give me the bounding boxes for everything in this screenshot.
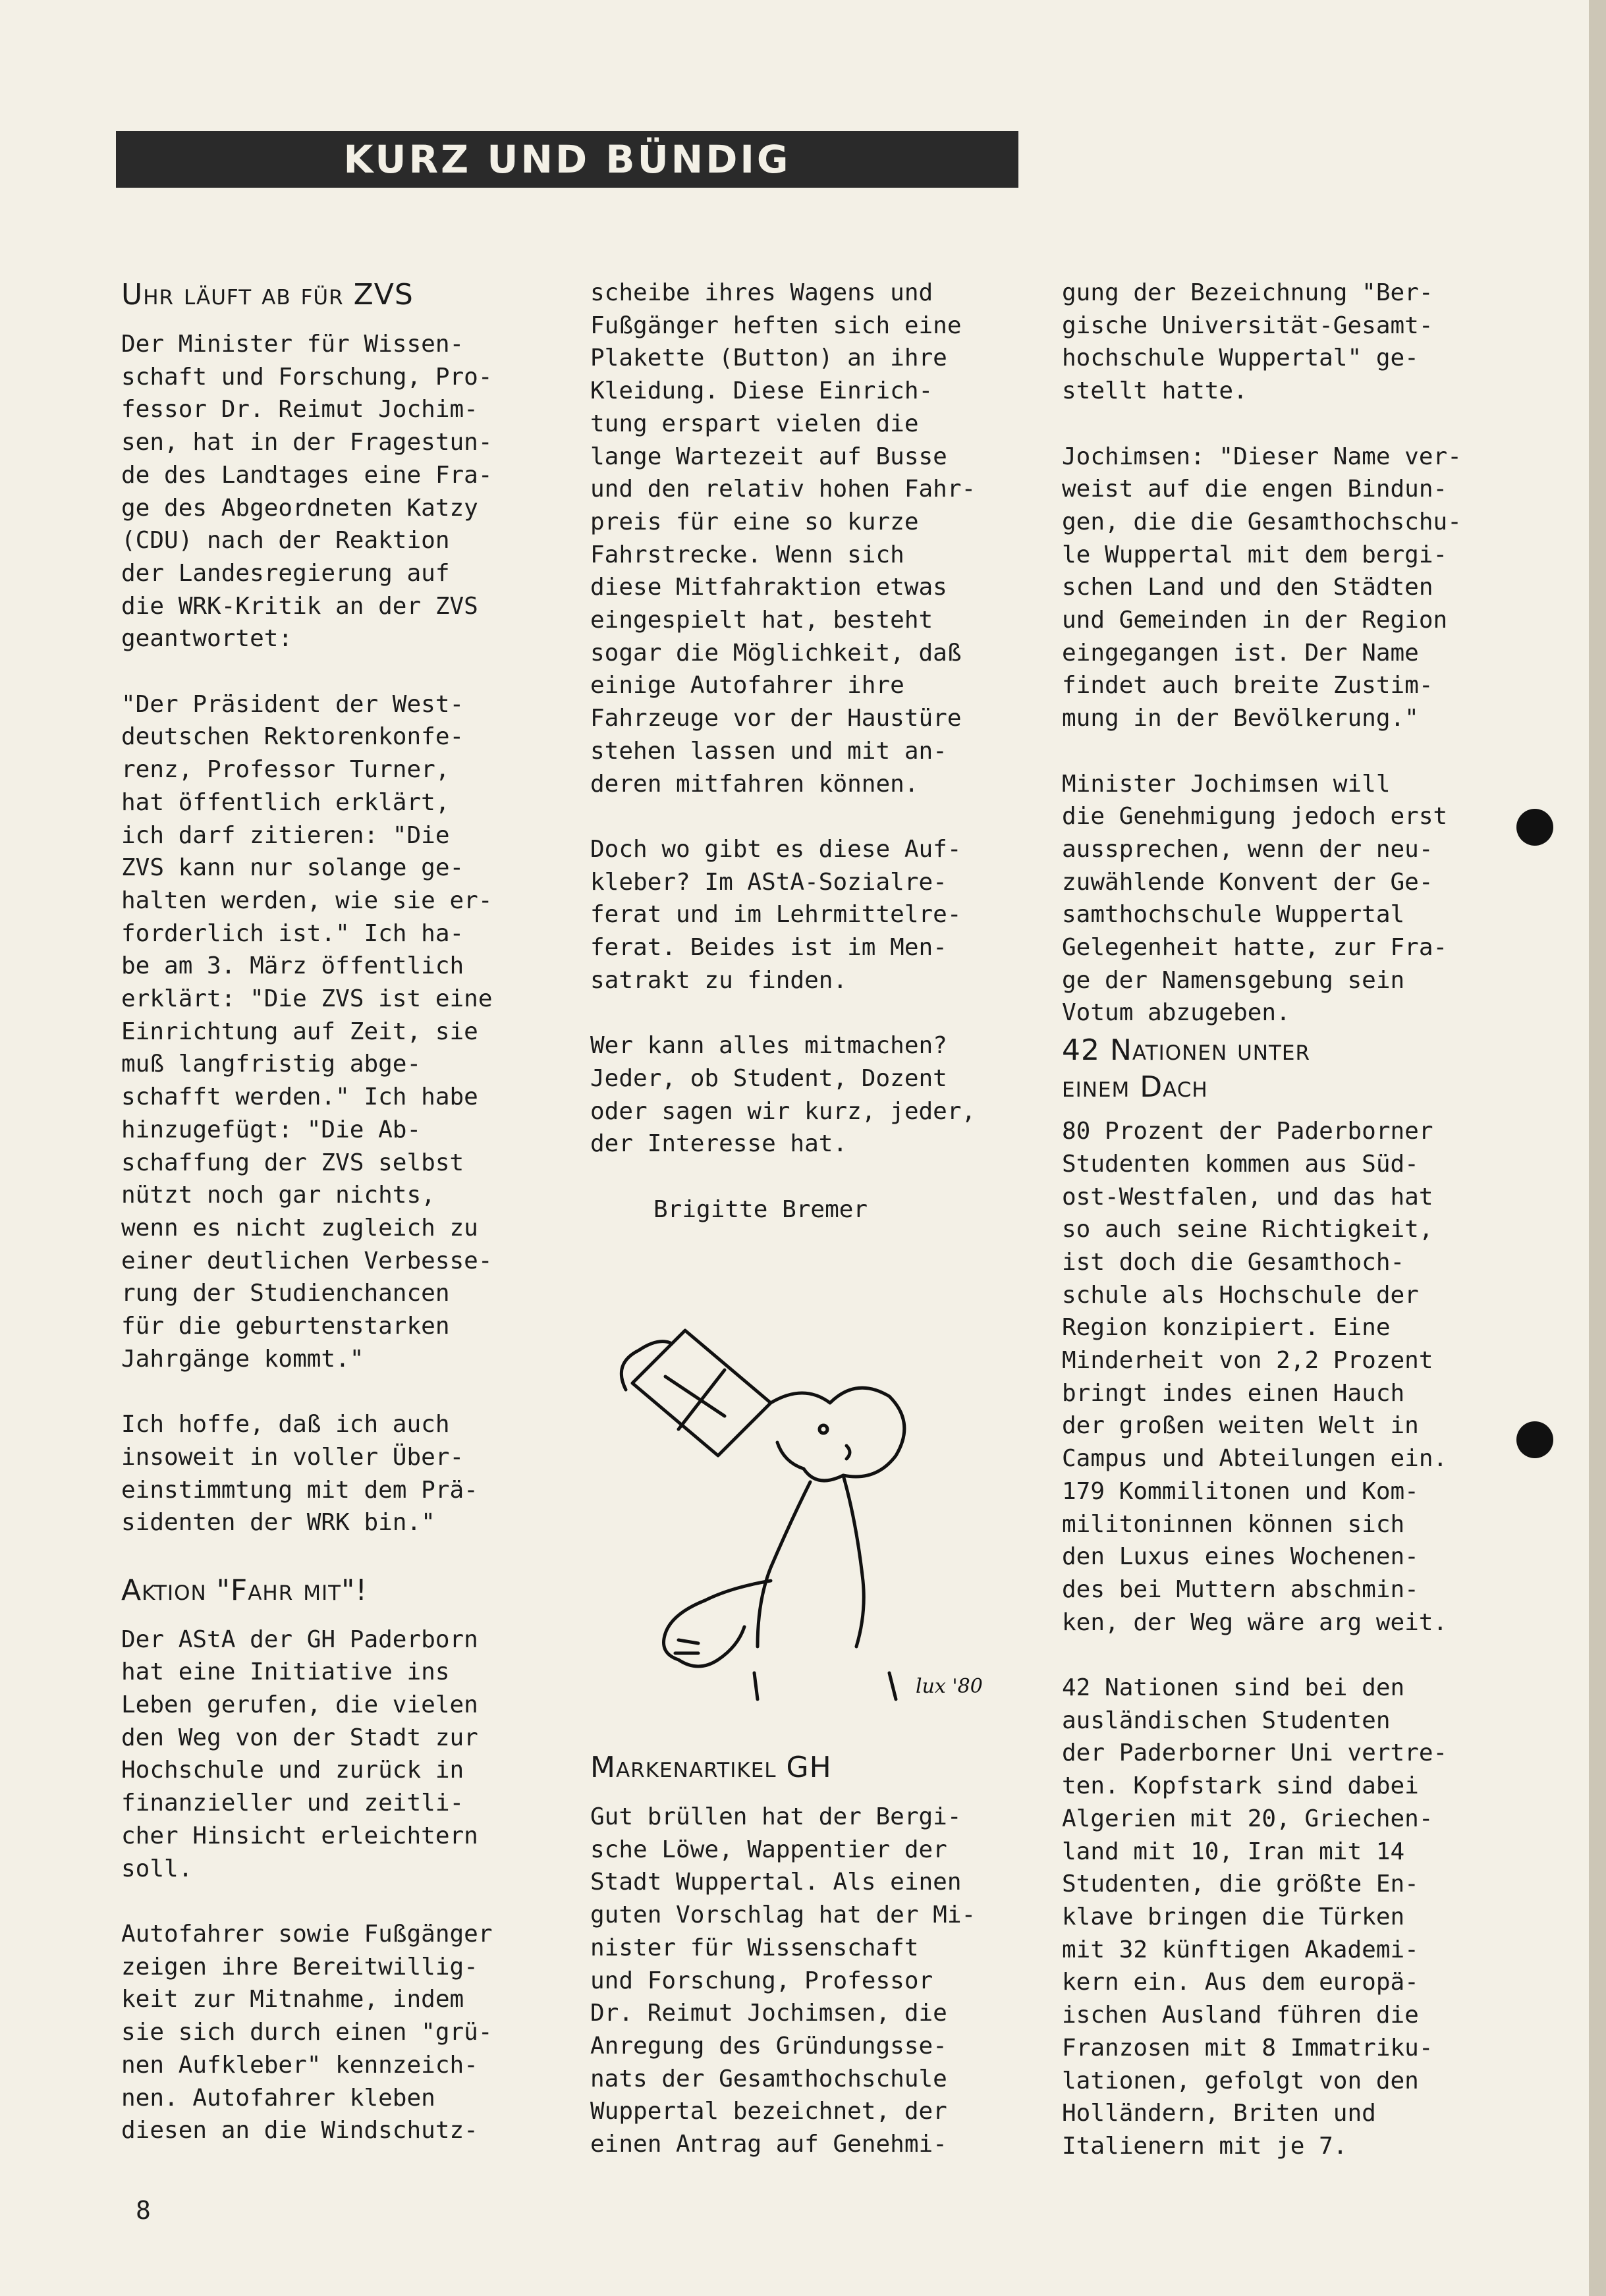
text-line: renz, Professor Turner, [121,756,450,784]
cartoon-arm-upper [621,1342,672,1390]
text-line: stehen lassen und mit an- [590,737,947,765]
text-line: de des Landtages eine Fra- [121,461,493,489]
text-line: mit 32 künftigen Akademi- [1062,1936,1419,1963]
cartoon-drinking-figure [606,1304,1028,1726]
text-line: Plakette (Button) an ihre [590,344,947,372]
text-line: hat öffentlich erklärt, [121,788,450,816]
text-line: schule als Hochschule der [1062,1281,1419,1309]
text-line: lange Wartezeit auf Busse [590,443,947,470]
text-line: sen, hat in der Fragestun- [121,429,493,456]
fahr-para-1 [121,1624,556,1886]
text-line: und Gemeinden in der Region [1062,607,1448,634]
text-line: schaffung der ZVS selbst [121,1149,464,1176]
text-line: Wer kann alles mitmachen? [590,1032,947,1060]
text-line: Holländern, Briten und [1062,2100,1376,2127]
heading-nationen-line-2: einem Dach [1062,1070,1208,1105]
text-line: Fahrzeuge vor der Haustüre [590,705,962,732]
marke-para-1 [590,1801,1029,2161]
text-line: ich darf zitieren: "Die [121,821,450,849]
text-line: preis für eine so kurze [590,508,919,535]
text-line: Studenten, die größte En- [1062,1871,1419,1898]
zvs-para-3 [121,1408,556,1539]
text-line: die WRK-Kritik an der ZVS [121,592,478,620]
text-line: ten. Kopfstark sind dabei [1062,1772,1419,1800]
page-number: 8 [136,2196,151,2225]
text-line: geantwortet: [121,625,293,653]
text-line: Jochimsen: "Dieser Name ver- [1062,443,1462,470]
cartoon-signature: lux '80 [916,1675,983,1698]
text-line: den Luxus eines Wochenen- [1062,1543,1419,1571]
text-line: stellt hatte. [1062,377,1248,405]
column-2-lower [590,1749,1029,2193]
text-line: wenn es nicht zugleich zu [121,1214,478,1242]
zvs-para-2 [121,688,556,1376]
text-line: ost-Westfalen, und das hat [1062,1183,1433,1211]
text-line: eingegangen ist. Der Name [1062,639,1419,667]
text-line: Einrichtung auf Zeit, sie [121,1018,478,1045]
text-line: einige Autofahrer ihre [590,672,904,699]
text-line: einstimmtung mit dem Prä- [121,1476,478,1504]
text-line: diese Mitfahraktion etwas [590,574,947,601]
fahr-para-5 [590,1029,1029,1161]
fahr-para-3 [590,277,1029,800]
text-line: und den relativ hohen Fahr- [590,476,976,503]
text-line: cher Hinsicht erleichtern [121,1822,478,1849]
text-line: zuwählende Konvent der Ge- [1062,868,1433,896]
text-line: keit zur Mitnahme, indem [121,1986,464,2013]
text-line: Leben gerufen, die vielen [121,1691,478,1719]
text-line: schaft und Forschung, Pro- [121,363,493,391]
text-line: Gelegenheit hatte, zur Fra- [1062,934,1448,962]
text-line: sche Löwe, Wappentier der [590,1836,947,1863]
text-line: ZVS kann nur solange ge- [121,854,464,882]
text-line: findet auch breite Zustim- [1062,672,1433,699]
text-line: scheibe ihres Wagens und [590,279,933,306]
text-line: Ich hoffe, daß ich auch [121,1411,450,1438]
text-line: hat eine Initiative ins [121,1658,450,1686]
text-line: Autofahrer sowie Fußgänger [121,1920,493,1948]
text-line: soll. [121,1855,193,1882]
text-line: die Genehmigung jedoch erst [1062,803,1448,831]
text-line: Kleidung. Diese Einrich- [590,377,933,405]
text-line: Hochschule und zurück in [121,1757,464,1784]
text-line: samthochschule Wuppertal [1062,901,1405,929]
text-line: einen Antrag auf Genehmi- [590,2131,947,2158]
text-line: Minister Jochimsen will [1062,770,1391,798]
text-line: be am 3. März öffentlich [121,952,464,980]
text-line: Algerien mit 20, Griechen- [1062,1805,1433,1832]
text-line: Franzosen mit 8 Immatriku- [1062,2034,1433,2062]
text-line: Jahrgänge kommt." [121,1345,364,1373]
text-line: tung erspart vielen die [590,410,919,437]
text-line: insoweit in voller Über- [121,1443,464,1471]
text-line: deren mitfahren können. [590,770,919,798]
text-line: Gut brüllen hat der Bergi- [590,1803,962,1830]
cartoon-ear [846,1446,850,1459]
text-line: der Landesregierung auf [121,559,450,587]
text-line: ken, der Weg wäre arg weit. [1062,1608,1448,1636]
text-line: Votum abzugeben. [1062,999,1290,1027]
fahr-para-2 [121,1918,556,2147]
text-line: gung der Bezeichnung "Ber- [1062,279,1433,306]
text-line: le Wuppertal mit dem bergi- [1062,541,1448,568]
heading-markenartikel: Markenartikel GH [590,1751,832,1784]
text-line: Doch wo gibt es diese Auf- [590,835,962,863]
text-line: hinzugefügt: "Die Ab- [121,1116,422,1143]
text-line: Italienern mit je 7. [1062,2132,1348,2160]
text-line: diesen an die Windschutz- [121,2117,478,2145]
text-line: guten Vorschlag hat der Mi- [590,1901,976,1929]
text-line: Der AStA der GH Paderborn [121,1626,478,1653]
text-line: ferat und im Lehrmittelre- [590,901,962,929]
cartoon-body [758,1475,864,1647]
text-line: kleber? Im AStA-Sozialre- [590,868,947,896]
text-line: ausländischen Studenten [1062,1707,1391,1734]
text-line: Stadt Wuppertal. Als einen [590,1869,962,1896]
text-line: rung der Studienchancen [121,1280,450,1307]
section-banner: KURZ UND BÜNDIG [116,131,1018,188]
text-line: forderlich ist." Ich ha- [121,919,464,947]
text-line: Studenten kommen aus Süd- [1062,1150,1419,1178]
text-line: Anregung des Gründungsse- [590,2032,947,2060]
text-line: aussprechen, wenn der neu- [1062,835,1433,863]
text-line: eingespielt hat, besteht [590,607,933,634]
text-line: 80 Prozent der Paderborner [1062,1118,1433,1145]
text-line: lationen, gefolgt von den [1062,2067,1419,2094]
text-line: gen, die die Gesamthochschu- [1062,508,1462,535]
fahr-para-4 [590,833,1029,997]
text-line: zeigen ihre Bereitwillig- [121,1953,478,1981]
text-line: 179 Kommilitonen und Kom- [1062,1477,1419,1505]
text-line: nats der Gesamthochschule [590,2065,947,2092]
text-line: der Paderborner Uni vertre- [1062,1739,1448,1767]
text-line: klave bringen die Türken [1062,1903,1405,1930]
text-line: muß langfristig abge- [121,1051,422,1078]
text-line: Campus und Abteilungen ein. [1062,1445,1448,1473]
text-line: gische Universität-Gesamt- [1062,312,1433,339]
text-line: Jeder, ob Student, Dozent [590,1064,947,1092]
text-line: der großen weiten Welt in [1062,1412,1419,1440]
text-line: ferat. Beides ist im Men- [590,934,947,962]
heading-nationen [1062,1032,1523,1106]
text-line: militoninnen können sich [1062,1510,1405,1538]
text-line: nen. Autofahrer kleben [121,2084,435,2112]
text-line: Region konzipiert. Eine [1062,1314,1391,1342]
text-line: kern ein. Aus dem europä- [1062,1969,1419,1996]
text-line: "Der Präsident der West- [121,690,464,718]
author-signature: Brigitte Bremer [653,1195,868,1223]
text-line: sidenten der WRK bin." [121,1509,435,1537]
text-line: ischen Ausland führen die [1062,2002,1419,2029]
column-1 [121,277,556,2180]
text-line: für die geburtenstarken [121,1313,450,1340]
text-line: ge der Namensgebung sein [1062,966,1405,994]
text-line: sie sich durch einen "grü- [121,2019,493,2046]
text-line: fessor Dr. Reimut Jochim- [121,396,478,424]
marke-para-2 [1062,277,1523,408]
punch-hole-lower [1516,1421,1553,1458]
text-line: land mit 10, Iran mit 14 [1062,1838,1405,1865]
cartoon-fingers [675,1640,698,1653]
text-line: nützt noch gar nichts, [121,1182,435,1209]
text-line: so auch seine Richtigkeit, [1062,1216,1433,1244]
text-line: Wuppertal bezeichnet, der [590,2098,947,2125]
zvs-para-1 [121,328,556,655]
punch-hole-upper [1516,809,1553,846]
text-line: Minderheit von 2,2 Prozent [1062,1347,1433,1375]
text-line: erklärt: "Die ZVS ist eine [121,985,493,1013]
paper-edge [1589,0,1606,2296]
text-line: nister für Wissenschaft [590,1934,919,1961]
text-line: (CDU) nach der Reaktion [121,527,450,555]
text-line: den Weg von der Stadt zur [121,1724,478,1751]
text-line: schafft werden." Ich habe [121,1083,478,1111]
marke-para-4 [1062,768,1523,1030]
text-line: Fußgänger heften sich eine [590,312,962,339]
text-line: des bei Muttern abschmin- [1062,1575,1419,1603]
text-line: ge des Abgeordneten Katzy [121,494,478,522]
heading-fahr-mit: Aktion "Fahr mit"! [121,1573,368,1607]
text-line: weist auf die engen Bindun- [1062,476,1448,503]
nationen-para-1 [1062,1115,1523,1639]
text-line: einer deutlichen Verbesse- [121,1247,493,1274]
nationen-para-2 [1062,1672,1523,2163]
text-line: der Interesse hat. [590,1130,848,1158]
text-line: und Forschung, Professor [590,1967,933,1994]
text-line: deutschen Rektorenkonfe- [121,723,464,751]
text-line: halten werden, wie sie er- [121,887,493,914]
text-line: finanzieller und zeitli- [121,1790,464,1817]
cartoon-legs [754,1673,896,1699]
heading-zvs: Uhr läuft ab für ZVS [121,278,414,312]
column-3 [1062,277,1523,2195]
text-line: sogar die Möglichkeit, daß [590,639,962,667]
cartoon-head [771,1388,904,1481]
text-line: mung in der Bevölkerung." [1062,705,1419,732]
marke-para-3 [1062,441,1523,735]
text-line: bringt indes einen Hauch [1062,1379,1405,1407]
text-line: Dr. Reimut Jochimsen, die [590,2000,947,2027]
text-line: Fahrstrecke. Wenn sich [590,541,904,568]
cartoon-eye [819,1425,827,1433]
text-line: schen Land und den Städten [1062,574,1433,601]
heading-nationen-line-1: 42 Nationen unter [1062,1033,1311,1068]
text-line: Der Minister für Wissen- [121,331,464,358]
cartoon-bottle [632,1330,771,1456]
column-2 [590,277,1029,1226]
text-line: oder sagen wir kurz, jeder, [590,1097,976,1125]
text-line: nen Aufkleber" kennzeich- [121,2051,478,2079]
text-line: satrakt zu finden. [590,966,848,994]
text-line: ist doch die Gesamthoch- [1062,1248,1405,1276]
text-line: hochschule Wuppertal" ge- [1062,344,1419,372]
text-line: 42 Nationen sind bei den [1062,1674,1405,1702]
